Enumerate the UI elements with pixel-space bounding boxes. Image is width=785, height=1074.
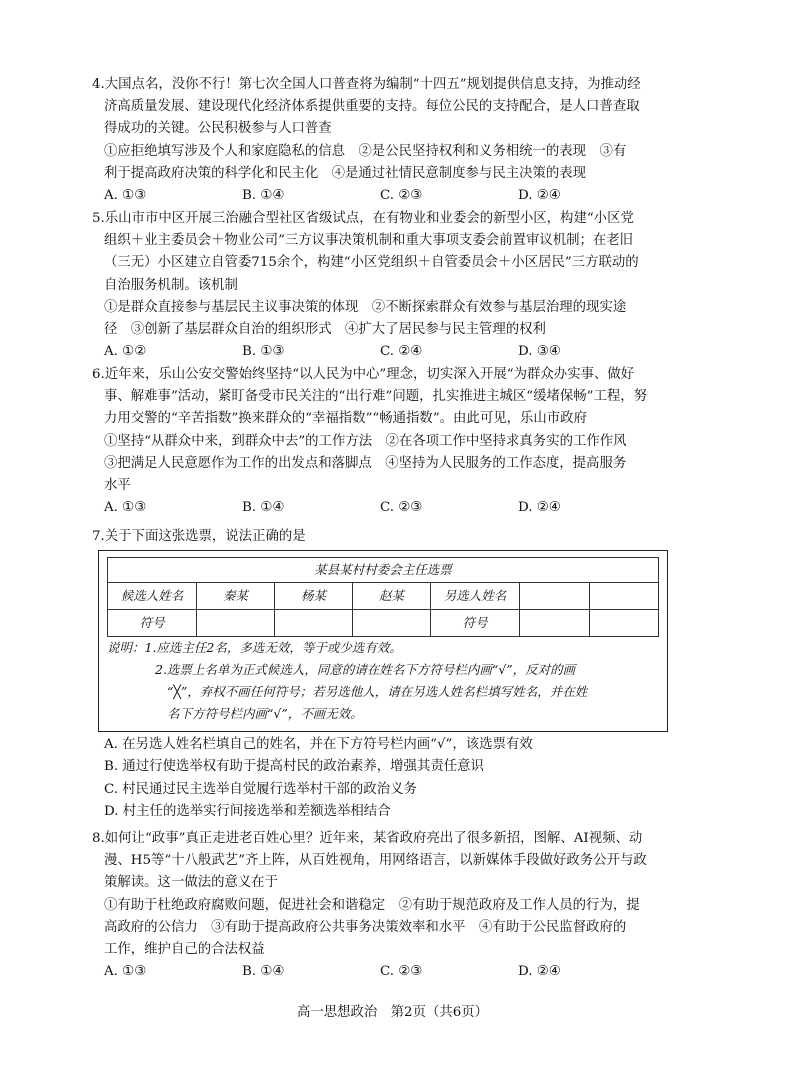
q6-statement-line: ①坚持“从群众中来，到群众中去”的工作方法 ②在各项工作中坚持求真务实的工作作风 [104,433,627,449]
option-d: D. ②④ [518,188,561,204]
q5-stem-line: 组织＋业主委员会＋物业公司”三方议事决策机制和重大事项支委会前置审议机制；在老旧 [104,233,634,249]
q6-stem-line: 事、解难事”活动，紧盯备受市民关注的“出行难”问题，扎实推进主城区“缓堵保畅”工程，努 [104,389,648,405]
ballot-cell: 符号 [108,610,197,637]
q6-options [92,497,692,519]
q5-stem-line: （三无）小区建立自管委715余个，构建“小区党组织＋自管委员会＋小区居民”三方联动的 [104,255,639,271]
q6-stem-line: 力用交警的“辛苦指数”换来群众的“幸福指数”“畅通指数”。由此可见，乐山市政府 [104,411,587,427]
ballot-note-line: 名下方符号栏内画“√”，不画无效。 [167,706,363,722]
ballot-cell: 候选人姓名 [108,583,197,610]
q6-statement-line: 水平 [104,478,131,494]
ballot-cell: 符号 [431,610,520,637]
ballot-table [107,557,659,637]
q4-options [92,185,692,207]
q8-options [92,961,692,983]
ballot-cell [353,610,431,637]
ballot-cell [520,610,590,637]
option-a: A. ①③ [104,500,147,516]
ballot-cell: 杨某 [275,583,353,610]
q6-statement-line: ③把满足人民意愿作为工作的出发点和落脚点 ④坚持为人民服务的工作态度，提高服务 [104,455,627,471]
ballot-card [98,550,668,732]
q8-stem-line: 策解读。这一做法的意义在于 [104,875,279,891]
option-b: B. ①④ [242,188,285,204]
q8-statement-line: 高政府的公信力 ③有助于提高政府公共事务决策效率和水平 ④有助于公民监督政府的 [104,919,627,935]
ballot-cell: 另选人姓名 [431,583,520,610]
option-c: C. ②③ [380,964,423,980]
option-d: D. ②④ [518,964,561,980]
ballot-note-line: “╳”，弃权不画任何符号；若另选他人，请在另选人姓名栏填写姓名，并在姓 [167,684,588,700]
q4-stem-line: 济高质量发展、建设现代化经济体系提供重要的支持。每位公民的支持配合，是人口普查取 [104,99,640,115]
q4-stem-line: 4.大国点名，没你不行！第七次全国人口普查将为编制“十四五”规划提供信息支持，为推动经 [92,77,641,92]
option-c: C. ②③ [380,500,423,516]
q5-statement-line: ①是群众直接参与基层民主议事决策的体现 ②不断探索群众有效参与基层治理的现实途 [104,299,627,315]
table-row [108,610,659,637]
q7-option-b: B. 通过行使选举权有助于提高村民的政治素养，增强其责任意识 [104,759,484,775]
option-d: D. ③④ [518,344,561,360]
question-7 [92,526,692,823]
option-a: A. ①③ [104,188,147,204]
option-a: A. ①③ [104,964,147,980]
ballot-cell [589,610,659,637]
q7-option-d: D. 村主任的选举实行间接选举和差额选举相结合 [104,803,391,819]
option-c: C. ②④ [380,344,423,360]
question-6 [92,364,692,519]
q7-stem: 7.关于下面这张选票，说法正确的是 [92,529,306,544]
ballot-cell [275,610,353,637]
ballot-cell: 赵某 [353,583,431,610]
q5-statement-line: 径 ③创新了基层群众自治的组织形式 ④扩大了居民参与民主管理的权利 [104,322,546,338]
ballot-cell: 秦某 [197,583,275,610]
option-d: D. ②④ [518,500,561,516]
q8-statement-line: ①有助于杜绝政府腐败问题，促进社会和谐稳定 ②有助于规范政府及工作人员的行为，提 [104,897,640,913]
q7-option-c: C. 村民通过民主选举自觉履行选举村干部的政治义务 [104,781,417,797]
q8-stem-line: 8.如何让“政事”真正走进老百姓心里？近年来，某省政府亮出了很多新招，图解、AI视频、动 [92,831,643,846]
ballot-note-line: 说明：1.应选主任2名，多选无效，等于或少选有效。 [107,640,402,656]
ballot-cell [520,583,590,610]
q8-statement-line: 工作，维护自己的合法权益 [104,942,265,958]
q5-stem-line: 自治服务机制。该机制 [104,277,238,293]
option-c: C. ②③ [380,188,423,204]
page-footer: 高一思想政治 第2页（共6页） [296,1005,489,1020]
question-4 [92,74,692,207]
q8-stem-line: 漫、H5等“十八般武艺”齐上阵，从百姓视角，用网络语言，以新媒体手段做好政务公开与政 [104,853,647,869]
option-b: B. ①③ [242,344,285,360]
question-8 [92,828,692,983]
q5-stem-line: 5.乐山市市中区开展三治融合型社区省级试点，在有物业和业委会的新型小区，构建“小区党 [92,211,634,226]
q4-statement-line: ①应拒绝填写涉及个人和家庭隐私的信息 ②是公民坚持权利和义务相统一的表现 ③有 [104,143,627,159]
ballot-note-line: 2.选票上名单为正式候选人，同意的请在姓名下方符号栏内画“√”，反对的画 [155,662,576,678]
option-b: B. ①④ [242,964,285,980]
q6-stem-line: 6.近年来，乐山公安交警始终坚持“以人民为中心”理念，切实深入开展“为群众办实事、做好 [92,367,635,382]
option-a: A. ①② [104,344,147,360]
table-row [108,583,659,610]
ballot-title: 某县某村村委会主任选票 [108,558,659,583]
q7-option-a: A. 在另选人姓名栏填自己的姓名，并在下方符号栏内画“√”，该选票有效 [104,737,533,753]
ballot-cell [589,583,659,610]
q4-stem-line: 得成功的关键。公民积极参与人口普查 [104,121,332,137]
ballot-cell [197,610,275,637]
ballot-notes [107,637,659,725]
option-b: B. ①④ [242,500,285,516]
question-5 [92,208,692,363]
q4-statement-line: 利于提高政府决策的科学化和民主化 ④是通过社情民意制度参与民主决策的表现 [104,165,587,181]
q5-options [92,341,692,363]
